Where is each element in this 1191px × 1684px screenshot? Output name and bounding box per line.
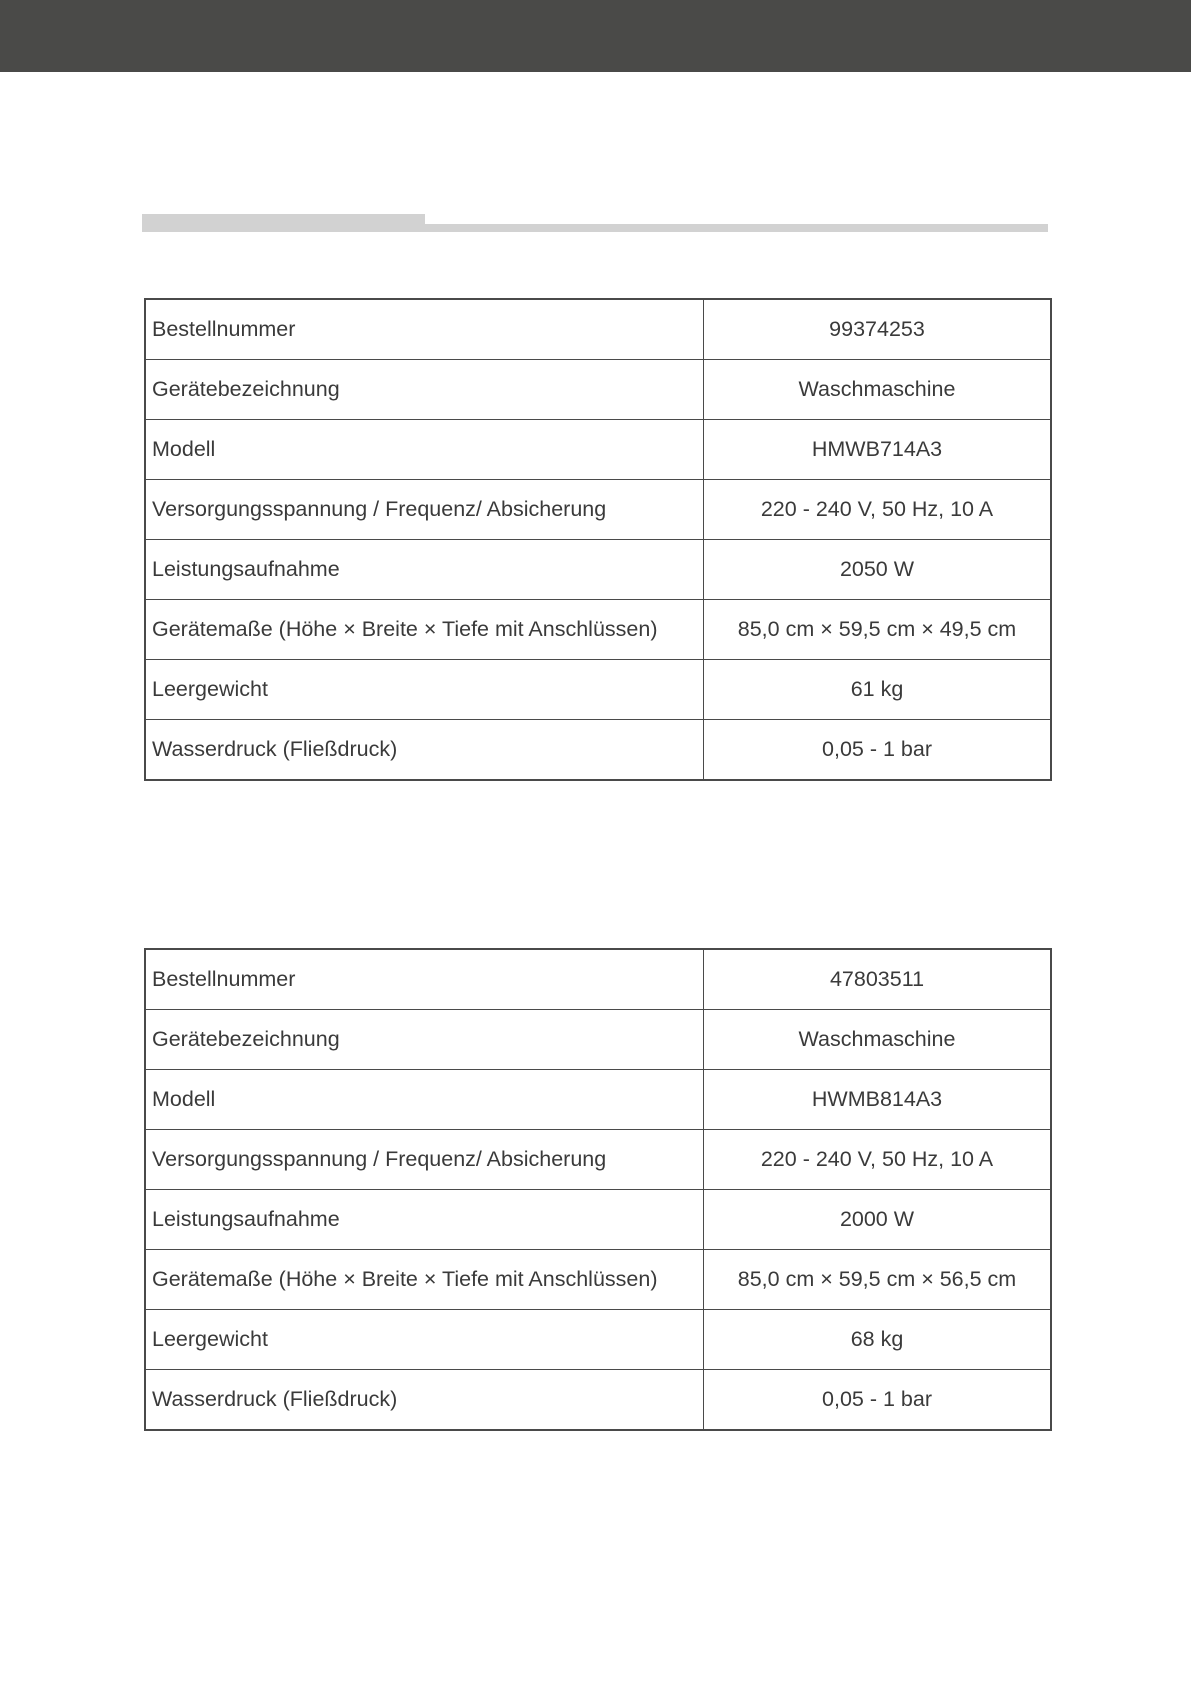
- row-label: Leergewicht: [145, 1310, 704, 1370]
- row-value: 0,05 - 1 bar: [704, 1370, 1052, 1431]
- table-row: [145, 420, 1051, 480]
- row-label: Modell: [145, 1070, 704, 1130]
- row-value: 99374253: [704, 299, 1052, 360]
- row-value: 2000 W: [704, 1190, 1052, 1250]
- table-row: [145, 1250, 1051, 1310]
- row-label: Leistungsaufnahme: [145, 1190, 704, 1250]
- row-value: Waschmaschine: [704, 360, 1052, 420]
- row-value: HMWB714A3: [704, 420, 1052, 480]
- table-row: [145, 1130, 1051, 1190]
- row-value: 47803511: [704, 949, 1052, 1010]
- row-value: 0,05 - 1 bar: [704, 720, 1052, 781]
- spec-table-1: [144, 298, 1052, 781]
- spec-table-2: [144, 948, 1052, 1431]
- table-row: [145, 1310, 1051, 1370]
- row-label: Wasserdruck (Fließdruck): [145, 1370, 704, 1431]
- row-value: 220 - 240 V, 50 Hz, 10 A: [704, 480, 1052, 540]
- table-row: [145, 1190, 1051, 1250]
- row-label: Gerätebezeichnung: [145, 1010, 704, 1070]
- table-row: [145, 660, 1051, 720]
- row-value: 68 kg: [704, 1310, 1052, 1370]
- row-value: 2050 W: [704, 540, 1052, 600]
- table-row: [145, 600, 1051, 660]
- table-row: [145, 360, 1051, 420]
- section-divider: [142, 224, 1048, 232]
- row-label: Gerätemaße (Höhe × Breite × Tiefe mit Anschlüssen): [145, 1250, 704, 1310]
- row-label: Versorgungsspannung / Frequenz/ Absicherung: [145, 480, 704, 540]
- table-row: [145, 949, 1051, 1010]
- row-label: Leergewicht: [145, 660, 704, 720]
- row-label: Gerätebezeichnung: [145, 360, 704, 420]
- row-label: Wasserdruck (Fließdruck): [145, 720, 704, 781]
- row-label: Bestellnummer: [145, 949, 704, 1010]
- table-row: [145, 540, 1051, 600]
- row-value: Waschmaschine: [704, 1010, 1052, 1070]
- table-row: [145, 1010, 1051, 1070]
- row-label: Leistungsaufnahme: [145, 540, 704, 600]
- table-row: [145, 1370, 1051, 1431]
- row-label: Bestellnummer: [145, 299, 704, 360]
- row-value: 220 - 240 V, 50 Hz, 10 A: [704, 1130, 1052, 1190]
- table-row: [145, 720, 1051, 781]
- row-label: Gerätemaße (Höhe × Breite × Tiefe mit Anschlüssen): [145, 600, 704, 660]
- row-label: Modell: [145, 420, 704, 480]
- row-value: 85,0 cm × 59,5 cm × 56,5 cm: [704, 1250, 1052, 1310]
- row-value: 61 kg: [704, 660, 1052, 720]
- row-label: Versorgungsspannung / Frequenz/ Absicherung: [145, 1130, 704, 1190]
- table-row: [145, 1070, 1051, 1130]
- row-value: 85,0 cm × 59,5 cm × 49,5 cm: [704, 600, 1052, 660]
- section-heading-rule: [142, 214, 1048, 234]
- row-value: HWMB814A3: [704, 1070, 1052, 1130]
- header-bar: [0, 0, 1191, 72]
- table-row: [145, 480, 1051, 540]
- table-row: [145, 299, 1051, 360]
